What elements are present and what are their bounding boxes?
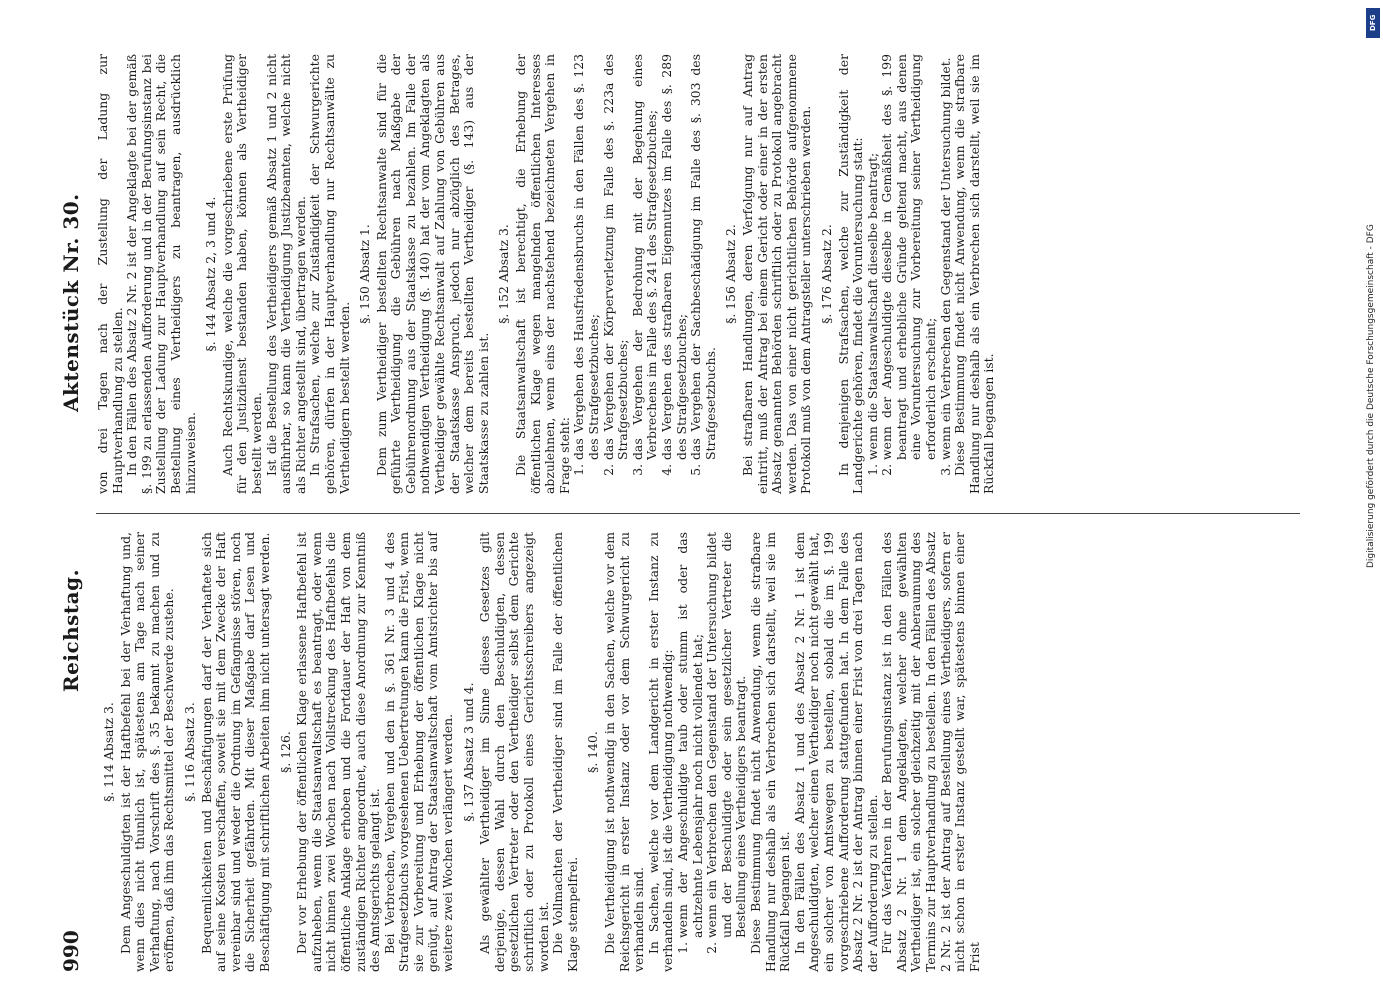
list-item: 1. das Vergehen des Hausfriedensbruchs in den Fällen des §. 123 des Strafgesetzbuches; bbox=[572, 54, 601, 460]
right-column bbox=[96, 54, 1300, 494]
paragraph: Diese Bestimmung findet nicht Anwendung, wenn die strafbare Handlung nur deshalb als ein Verbrechen sich darstellt, weil sie im Rückfall begangen ist. bbox=[952, 54, 997, 494]
section-heading: §. 152 Absatz 3. bbox=[496, 224, 512, 324]
paragraph: Diese Bestimmung findet nicht Anwendung, wenn die strafbare Handlung nur deshalb als ein Verbrechen sich darstellt, weil sie im Rückfall begangen ist. bbox=[747, 532, 793, 972]
paragraph: Auch Rechtskundige, welche die vorgeschriebene erste Prüfung für den Justizdienst bestanden haben, können als Vertheidiger bestellt werden. bbox=[219, 54, 264, 494]
numbered-list bbox=[572, 54, 718, 494]
section-heading: §. 126. bbox=[277, 731, 293, 773]
paragraph: Für das Verfahren in der Berufungsinstanz ist in den Fällen des Absatz 2 Nr. 1 dem Angeklagten, welcher ohne gewählten Vertheidiger ist, ein solcher gleichzeitig mit der Anberaumung des Termins zur Hauptverhandlung zu bestellen. In den Fällen des Absatz 2 Nr. 2 ist der Antrag auf Bestellung eines Vertheidigers, sofern er nicht schon in erster Instanz gestellt war, spätestens binnen einer Frist bbox=[879, 532, 982, 972]
numbered-list bbox=[866, 54, 954, 494]
paragraph: Als gewählter Vertheidiger im Sinne dieses Gesetzes gilt derjenige, dessen Wahl durch den Beschuldigten, dessen gesetzlichen Vertreter oder den Vertheidiger selbst dem Gerichte schriftlich oder zu Protokoll eines Gerichtsschreibers angezeigt worden ist. bbox=[477, 532, 551, 972]
paragraph: von drei Tagen nach der Zustellung der Ladung zur Hauptverhandlung zu stellen. bbox=[95, 54, 125, 494]
list-item: 4. das Vergehen des strafbaren Eigennutzes im Falle des §. 289 des Strafgesetzbuches; bbox=[660, 54, 689, 460]
paragraph: In den Fällen des Absatz 1 und des Absatz 2 Nr. 1 ist dem Angeschuldigten, welcher einen Vertheidiger noch nicht gewählt hat, ein solcher von Amtswegen zu bestellen, sobald die im §. 199 vorgeschriebene Aufforderung stattgefunden hat. In dem Falle des Absatz 2 Nr. 2 ist der Antrag binnen einer Frist von drei Tagen nach der Aufforderung zu stellen. bbox=[791, 532, 880, 972]
paragraph: Dem zum Vertheidiger bestellten Rechtsanwalte sind für die geführte Vertheidigung die Gebühren nach Maßgabe der Gebührenordnung aus der Staatskasse zu bezahlen. Im Falle der nothwendigen Vertheidigung (§. 140) hat der vom Angeklagten als Vertheidiger gewählte Rechtsanwalt auf Zahlung von Gebühren aus der Staatskasse Anspruch, jedoch nur abzüglich des Betrages, welcher dem bereits bestellten Vertheidiger (§. 143) aus der Staatskasse zu zahlen ist. bbox=[373, 54, 491, 494]
paragraph: Die Staatsanwaltschaft ist berechtigt, die Erhebung der öffentlichen Klage wegen mangelnden öffentlichen Interesses abzulehnen, wenn eins der nachstehend bezeichneten Vergehen in Frage steht: bbox=[513, 54, 572, 494]
section-heading: §. 144 Absatz 2, 3 und 4. bbox=[203, 196, 219, 352]
section-heading: §. 116 Absatz 3. bbox=[181, 702, 197, 802]
paragraph: In Sachen, welche vor dem Landgericht in erster Instanz zu verhandeln sind, ist die Vertheidigung nothwendig: bbox=[645, 532, 676, 972]
section-heading: §. 140. bbox=[585, 731, 601, 773]
document-reference: Aktenstück Nr. 30. bbox=[59, 193, 83, 412]
column-divider bbox=[96, 513, 1300, 514]
paragraph: Bequemlichkeiten und Beschäftigungen darf der Verhaftete sich auf seine Kosten verschaffen, soweit sie mit dem Zwecke der Haft vereinbar sind und weder die Ordnung im Gefängnisse stören, noch die Sicherheit gefährden. Mit dieser Maßgabe darf Lesen und Beschäftigung mit schriftlichen Arbeiten ihm nicht untersagt werden. bbox=[198, 532, 272, 972]
page-header bbox=[60, 54, 90, 972]
list-item: 2. wenn ein Verbrechen den Gegenstand der Untersuchung bildet und der Beschuldigte oder sein gesetzlicher Vertreter die Bestellung eines Vertheidigers beantragt. bbox=[705, 532, 749, 938]
list-item: 3. das Vergehen der Bedrohung mit der Begehung eines Verbrechens im Falle des §. 241 des Strafgesetzbuches; bbox=[631, 54, 660, 460]
paragraph: Der vor Erhebung der öffentlichen Klage erlassene Haftbefehl ist aufzuheben, wenn die Staatsanwaltschaft es beantragt, oder wenn nicht binnen zwei Wochen nach Vollstreckung des Haftbefehls die öffentliche Anklage erhoben und die Fortdauer der Haft von dem zuständigen Richter angeordnet, auch diese Anordnung zur Kenntniß des Amtsgerichts gelangt ist. bbox=[294, 532, 383, 972]
paragraph: Die Vollmachten der Vertheidiger sind im Falle der öffentlichen Klage stempelfrei. bbox=[550, 532, 580, 972]
running-title: Reichstag. bbox=[59, 568, 83, 692]
digitization-note bbox=[1366, 8, 1380, 568]
list-item: 1. wenn der Angeschuldigte taub oder stumm ist oder das achtzehnte Lebensjahr noch nicht vollendet hat; bbox=[676, 532, 705, 938]
section-heading: §. 137 Absatz 3 und 4. bbox=[460, 682, 476, 822]
dfg-logo: DFG bbox=[1366, 8, 1380, 38]
section-heading: §. 156 Absatz 2. bbox=[723, 224, 739, 324]
document-page bbox=[60, 54, 1300, 972]
paragraph: In denjenigen Strafsachen, welche zur Zuständigkeit der Landgerichte gehören, findet die Voruntersuchung statt: bbox=[835, 54, 866, 494]
left-column bbox=[96, 532, 1300, 972]
numbered-list bbox=[676, 532, 749, 972]
digitization-note-text: Digitalisierung gefördert durch die Deutsche Forschungsgemeinschaft - DFG bbox=[1366, 224, 1376, 568]
paragraph: Bei strafbaren Handlungen, deren Verfolgung nur auf Antrag eintritt, muß der Antrag bei einem Gericht oder einer in der ersten Absatz genannten Behörden schriftlich oder zu Protokoll angebracht werden. Das von einer nicht gerichtlichen Behörde aufgenommene Protokoll muß von dem Antragsteller unterschrieben werden. bbox=[739, 54, 814, 494]
list-item: 3. wenn ein Verbrechen den Gegenstand der Untersuchung bildet. bbox=[939, 54, 954, 460]
paragraph: In den Fällen des Absatz 2 Nr. 2 ist der Angeklagte bei der gemäß §. 199 zu erlassenden Aufforderung und in der Berufungsinstanz bei Zustellung der Ladung zur Hauptverhandlung auf sein Recht, die Bestellung eines Vertheidigers zu beantragen, ausdrücklich hinzuweisen. bbox=[124, 54, 198, 494]
paragraph: In Strafsachen, welche zur Zuständigkeit der Schwurgerichte gehören, dürfen in der Hauptverhandlung nur Rechtsanwälte zu Vertheidigern bestellt werden. bbox=[307, 54, 352, 494]
paragraph: Ist die Bestellung des Vertheidigers gemäß Absatz 1 und 2 nicht ausführbar, so kann die Vertheidigung Justizbeamten, welche nicht als Richter angestellt sind, übertragen werden. bbox=[263, 54, 308, 494]
paragraph: Die Vertheidigung ist nothwendig in den Sachen, welche vor dem Reichsgericht in erster Instanz oder vor dem Schwurgericht zu verhandeln sind. bbox=[602, 532, 647, 972]
list-item: 5. das Vergehen der Sachbeschädigung im Falle des §. 303 des Strafgesetzbuchs. bbox=[689, 54, 718, 460]
list-item: 1. wenn die Staatsanwaltschaft dieselbe beantragt; bbox=[866, 54, 881, 460]
page-number: 990 bbox=[59, 930, 83, 972]
list-item: 2. wenn der Angeschuldigte dieselbe in Gemäßheit des §. 199 beantragt und erhebliche Gründe geltend macht, aus denen eine Voruntersuchung zur Vorbereitung seiner Vertheidigung erforderlich erscheint; bbox=[880, 54, 938, 460]
section-heading: §. 114 Absatz 3. bbox=[101, 702, 116, 802]
paragraph: Bei Verbrechen, Vergehen und den in §. 361 Nr. 3 und 4 des Strafgesetzbuchs vorgesehenen Uebertretungen kann die Frist, wenn sie zur Vorbereitung und Erhebung der öffentlichen Klage nicht genügt, auf Antrag der Staatsanwaltschaft vom Amtsrichter bis auf weitere zwei Wochen verlängert werden. bbox=[381, 532, 456, 972]
paragraph: Dem Angeschuldigten ist der Haftbefehl bei der Verhaftung und, wenn dies nicht thunlich ist, spätestens am Tage nach seiner Verhaftung, nach Vorschrift des §. 35 bekannt zu machen und zu eröffnen, daß ihm das Rechtsmittel der Beschwerde zustehe. bbox=[117, 532, 177, 972]
list-item: 2. das Vergehen der Körperverletzung im Falle des §. 223a des Strafgesetzbuches; bbox=[602, 54, 631, 460]
section-heading: §. 176 Absatz 2. bbox=[818, 224, 834, 324]
section-heading: §. 150 Absatz 1. bbox=[357, 224, 373, 324]
